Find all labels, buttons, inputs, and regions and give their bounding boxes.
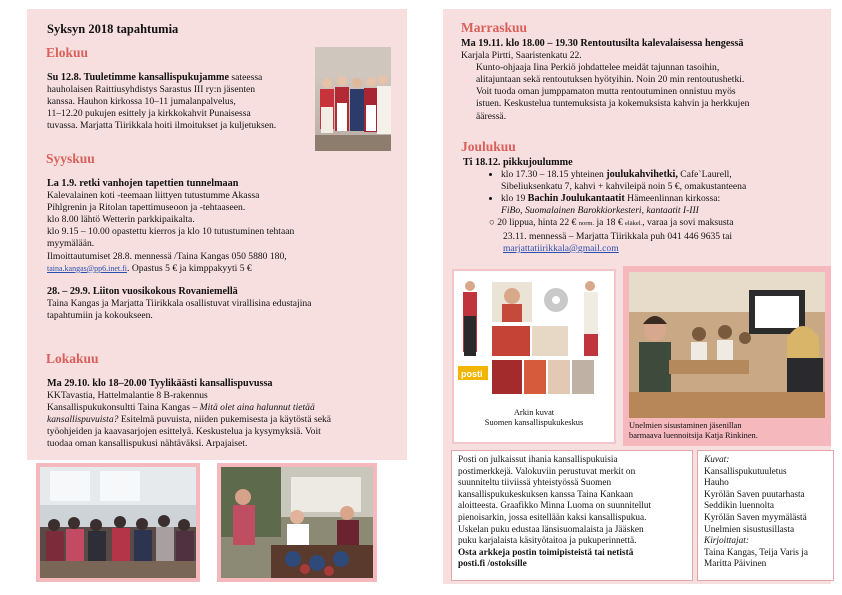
heading-elokuu: Elokuu — [46, 45, 89, 60]
posti-stamps-box: Posti on julkaissut ihania kansallispukuisia postimerkkejä. Valokuviin perustuvat merkit on suunniteltu tiiviissä yhteistyössä Suomen kansallispukukeskuksen kanssa Taina Kankaan aloitteesta. Graafikko Minna Luoma on suunnitellut pienoisarkin, jossa esitellään kaksi kansallispukua. Uskelan puku edustaa länsisuomalaista ja Jääsken puku karjalaista käsityötaitoa ja pukuperinnettä. Osta arkkeja postin toimipisteistä tai netistä posti.fi /ostoksille — [451, 450, 693, 581]
heading-marraskuu: Marraskuu — [461, 20, 528, 35]
lecture-caption: Unelmien sisustaminen jäsenillan barmaava luennoitsija Katja Rinkinen. — [629, 421, 758, 440]
lecture-photo — [629, 272, 825, 418]
garden-photo — [221, 467, 373, 578]
marraskuu-text: Ma 19.11. klo 18.00 – 19.30 Rentoutusilta kalevalaisessa hengessä Karjala Pirtti, Saaristenkatu 22. Kunto-ohjaaja Iina Perkiö johdattelee meidät tajunnan tasoihin, alitajuntaan sekä rentoutuksen hyötyihin. Noin 20 min rentoutushetki. Voit tuoda oman jumppamaton mutta rentoutuminen onnistuu myös istuen. Keskustelua tuntemuksista ja kokemuksista kahvin ja herkkujen ääressä. — [461, 38, 750, 122]
stamp-sheet-image — [458, 276, 610, 402]
heading-syyskuu: Syyskuu — [46, 151, 95, 166]
joulukuu-text: Ti 18.12. pikkujoulumme • klo 17.30 – 18.15 yhteinen joulukahvihetki, Cafe`Laurell, Sibeliuksenkatu 7, kahvi + kahvileipä noin 5 €, omakustanteena • klo 19 Bachin Joulukantaatit Hämeenlinnan kirkossa: FiBo, Suomalainen Barokkiorkesteri, kantaatit I-III ○ 20 lippua, hinta 22 € norm. ja 18 € eläkel., varaa ja sovi maksusta 23.11. mennessä – Marjatta Tiirikkala puh 041 446 9635 tai marjattatiirikkala@gmail.com — [463, 157, 823, 255]
email-link-marjatta[interactable]: marjattatiirikkala@gmail.com — [503, 242, 619, 254]
stamp-sheet-caption: Arkin kuvat Suomen kansallispukukeskus — [484, 408, 584, 427]
audience-photo — [40, 467, 196, 578]
costume-group-photo — [315, 47, 391, 151]
page-title: Syksyn 2018 tapahtumia — [47, 22, 179, 36]
email-link-taina[interactable]: taina.kangas@pp6.inet.fi — [47, 263, 128, 273]
credits-box: Kuvat: Kansallispukutuuletus Hauho Kyrölän Saven puutarhasta Seddikin luennolta Kyrölän Saven myymälästä Unelmien sisustusillasta Kirjoittajat: Taina Kangas, Teija Varis ja Maritta Päivinen — [697, 450, 834, 581]
heading-joulukuu: Joulukuu — [461, 139, 516, 154]
heading-lokakuu: Lokakuu — [46, 351, 99, 366]
posti-logo: posti — [461, 369, 483, 379]
lokakuu-text: Ma 29.10. klo 18–20.00 Tyylikäästi kansallispuvussa KKTavastia, Hattelmalantie 8 B-rakennus Kansallispukukonsultti Taina Kangas – Mitä olet aina halunnut tietää kansallispuvuista? Esitelmä puvuista, niiden pukemisesta ja käytöstä sekä työohjeiden ja kaavasarjojen esittelyä. Keskustelua ja kysymyksiä. Voit tuodaa oman kansallispukusi nähtäväksi. Arpajaiset. — [47, 378, 332, 450]
syyskuu-text: La 1.9. retki vanhojen tapettien tunnelmaan Kalevalainen koti -teemaan liittyen tutustumme Akassa Pihlgrenin ja Ritolan tapettimuseoon ja -tehtaaseen. klo 8.00 lähtö Wetterin parkkipaikalta. klo 9.15 – 10.00 opastettu kierros ja klo 10 tutustuminen tehtaan myymälään. Ilmoittautumiset 28.8. mennessä /Taina Kangas 050 5880 180, taina.kangas@pp6.inet.fi. Opastus 5 € ja kimppakyyti 5 € 28. – 29.9. Liiton vuosikokous Rovaniemellä Taina Kangas ja Marjatta Tiirikkala osallistuvat virallisina edustajina tapahtumiin ja kokoukseen. — [47, 178, 312, 321]
elokuu-text: Su 12.8. Tuuletimme kansallispukujamme sateessa hauholaisen Raittiusyhdistys Sarastus III ry:n jäsenten kanssa. Hauhon kirkossa 10–11 jumalanpalvelus, 11–12.20 pukujen esittely ja kirkkokahvit Punaisessa tuvassa. Marjatta Tiirikkala hoiti ilmoitukset ja kuljetuksen. — [47, 72, 277, 132]
